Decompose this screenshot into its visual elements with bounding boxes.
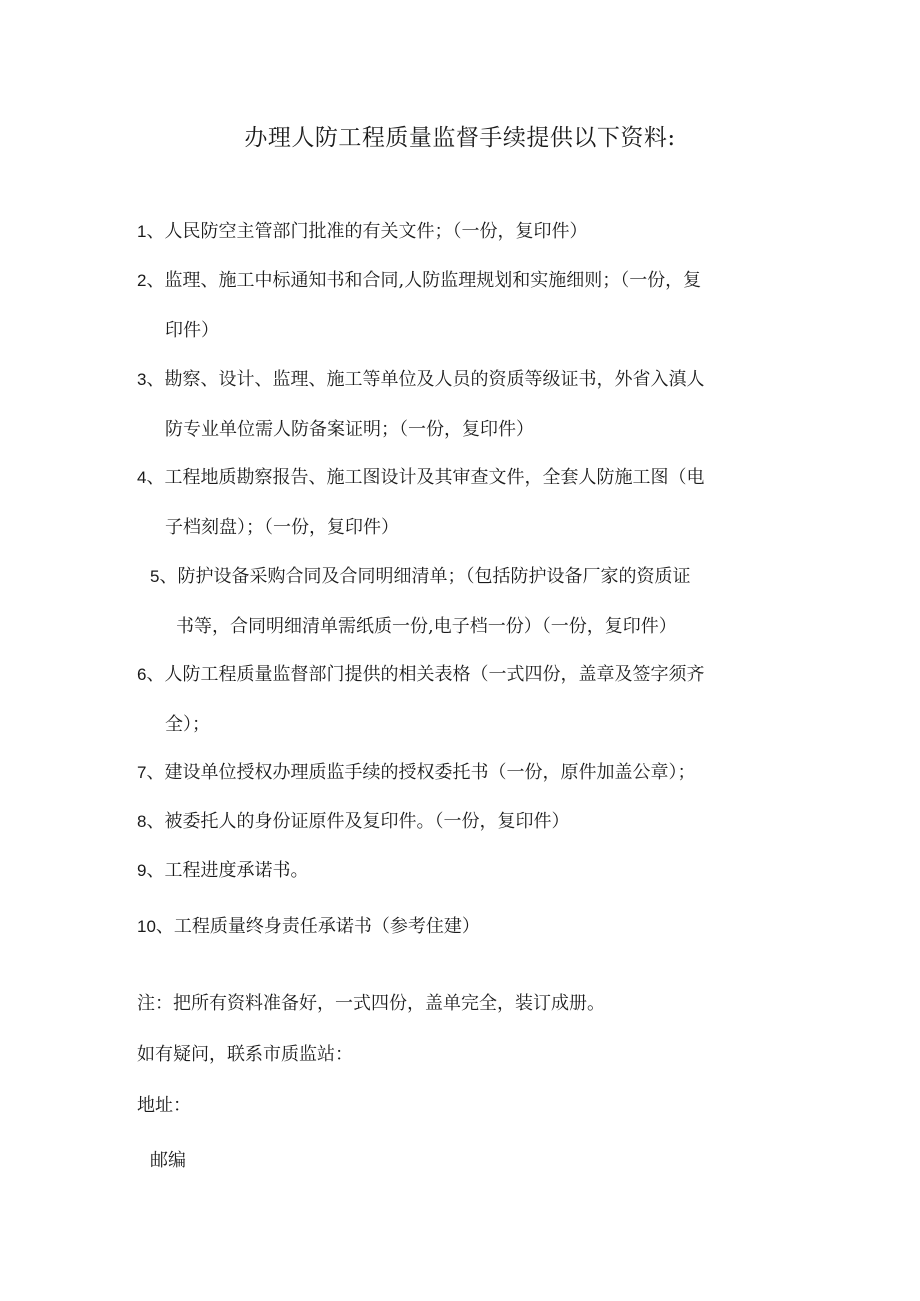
item-number: 6	[137, 665, 147, 684]
list-item	[137, 453, 787, 553]
item-text-continued: 子档刻盘）；（一份，复印件）	[165, 517, 399, 538]
item-text: 、被委托人的身份证原件及复印件。（一份，复印件）	[146, 811, 570, 832]
list-item	[137, 797, 787, 847]
list-item	[137, 748, 787, 798]
list-item	[137, 355, 787, 455]
item-number: 8	[137, 812, 147, 831]
item-number: 5	[150, 567, 160, 586]
item-number: 9	[137, 861, 147, 880]
list-item	[137, 650, 787, 750]
list-item	[137, 846, 787, 896]
item-text: 、监理、施工中标通知书和合同,人防监理规划和实施细则；（一份，复	[146, 270, 702, 291]
item-number: 4	[137, 468, 147, 487]
item-text: 、防护设备采购合同及合同明细清单；（包括防护设备厂家的资质证	[159, 566, 691, 587]
item-text: 、勘察、设计、监理、施工等单位及人员的资质等级证书，外省入滇人	[146, 369, 705, 390]
item-number: 3	[137, 370, 147, 389]
list-item	[150, 552, 800, 652]
item-text: 、工程地质勘察报告、施工图设计及其审查文件，全套人防施工图（电	[146, 467, 705, 488]
list-item	[137, 902, 787, 952]
note-text: 注：把所有资料准备好，一式四份，盖单完全，装订成册。	[137, 993, 605, 1014]
item-text: 、人民防空主管部门批准的有关文件；（一份，复印件）	[146, 221, 588, 242]
item-text: 、建设单位授权办理质监手续的授权委托书（一份，原件加盖公章）；	[146, 762, 696, 783]
address-label: 地址：	[137, 1095, 191, 1116]
item-text-continued: 全）；	[165, 714, 210, 735]
item-number: 10	[137, 917, 156, 936]
item-text-continued: 防专业单位需人防备案证明；（一份，复印件）	[165, 419, 534, 440]
list-item	[137, 256, 787, 356]
item-text-continued: 印件）	[165, 320, 219, 341]
item-number: 2	[137, 271, 147, 290]
list-item	[137, 207, 787, 257]
page-title: 办理人防工程质量监督手续提供以下资料:	[244, 125, 676, 151]
item-text: 、工程质量终身责任承诺书（参考住建）	[155, 916, 480, 937]
item-text-continued: 书等，合同明细清单需纸质一份,电子档一份）（一份，复印件）	[176, 616, 677, 637]
item-text: 、工程进度承诺书。	[146, 860, 309, 881]
contact-text: 如有疑问，联系市质监站：	[137, 1044, 353, 1065]
item-text: 、人防工程质量监督部门提供的相关表格（一式四份，盖章及签字须齐	[146, 664, 705, 685]
item-number: 1	[137, 222, 147, 241]
postcode-label: 邮编	[150, 1150, 186, 1171]
item-number: 7	[137, 763, 147, 782]
